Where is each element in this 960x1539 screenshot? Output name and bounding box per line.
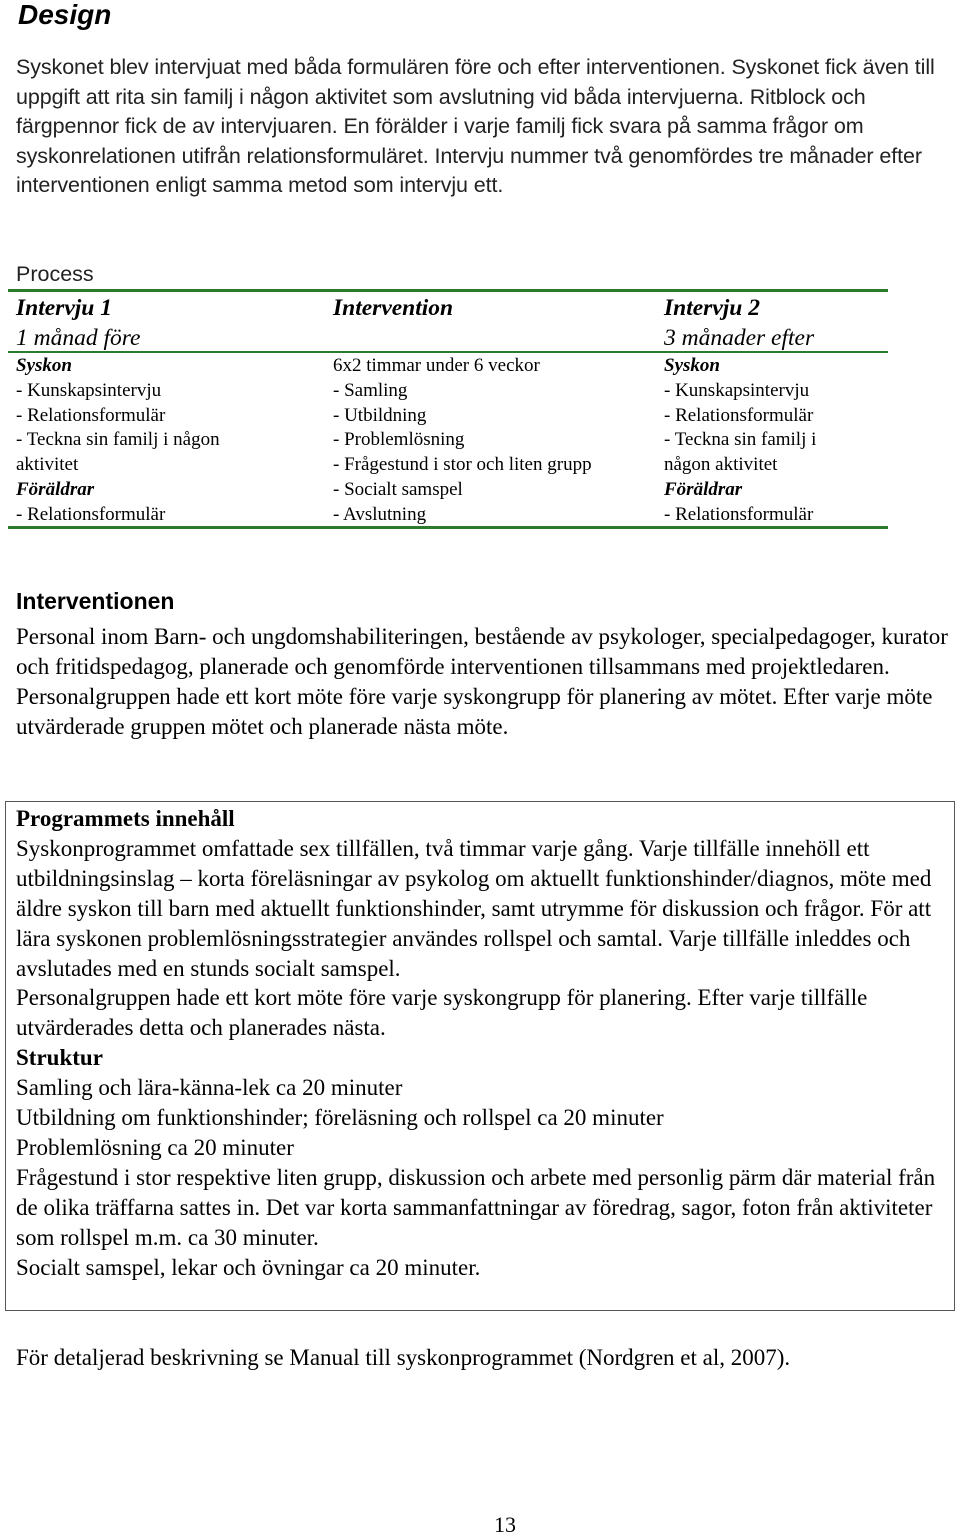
table-line: 6x2 timmar under 6 veckor (333, 355, 540, 376)
process-top-rule (8, 289, 888, 292)
col-intervju1-body (16, 354, 326, 528)
col-intervju2-title: Intervju 2 (664, 295, 760, 321)
col-intervju1-header (16, 293, 140, 353)
table-line: - Kunskapsintervju (664, 379, 810, 401)
structure-line: Problemlösning ca 20 minuter (16, 1134, 294, 1160)
table-line: Föräldrar (16, 478, 95, 500)
table-line: - Relationsformulär (16, 503, 166, 525)
col-intervju2-header (664, 293, 814, 353)
col-intervention-header (333, 293, 453, 323)
table-line: Syskon (16, 355, 72, 376)
table-line: Föräldrar (664, 478, 743, 500)
process-bottom-rule (8, 526, 888, 529)
table-line: - Samling (333, 379, 408, 401)
table-line: aktivitet (16, 454, 79, 476)
structure-title: Struktur (16, 1045, 103, 1071)
col-intervention-body (333, 354, 658, 528)
interventionen-paragraph: Personal inom Barn- och ungdomshabiliteringen, bestående av psykologer, specialpedagoger, kurator och fritidspedagog, planerade och genomförde interventionen tillsammans med projektledaren. Personalgruppen hade ett kort möte före varje syskongrupp för planering av mötet. Efter varje möte utvärderade gruppen mötet och planerade nästa möte. (16, 624, 948, 739)
program-title: Programmets innehåll (16, 806, 235, 831)
table-line: - Relationsformulär (664, 404, 814, 426)
table-line: - Socialt samspel (333, 478, 463, 500)
col-intervju1-subtitle: 1 månad före (16, 325, 141, 351)
program-paragraph-2: Personalgruppen hade ett kort möte före varje syskongrupp för planering. Efter varje tillfälle utvärderades detta och planerades nästa. (16, 985, 868, 1041)
design-heading: Design (18, 0, 112, 30)
program-paragraph-1: Syskonprogrammet omfattade sex tillfällen, två timmar varje gång. Varje tillfälle innehöll ett utbildningsinslag – korta föreläsningar av psykolog om aktuellt funktionshinder/diagnos, möte med äldre syskon till barn med aktuellt funktionshinder, samt utrymme för diskussion och frågor. För att lära syskonen problemlösningsstrategier användes rollspel och samtal. Varje tillfälle inleddes och avslutades med en stunds socialt samspel. (16, 835, 932, 981)
process-label: Process (16, 262, 94, 286)
page-number: 13 (494, 1512, 516, 1537)
table-line: - Relationsformulär (664, 503, 814, 525)
program-content-box (5, 801, 955, 1311)
col-intervju2-subtitle: 3 månader efter (664, 325, 815, 351)
structure-line: Socialt samspel, lekar och övningar ca 20 minuter. (16, 1254, 481, 1280)
table-line: - Teckna sin familj i (664, 429, 817, 451)
footer-note: För detaljerad beskrivning se Manual till syskonprogrammet (Nordgren et al, 2007). (16, 1345, 791, 1370)
table-line: - Teckna sin familj i någon (16, 429, 220, 451)
table-line: - Utbildning (333, 404, 427, 426)
table-line: Syskon (664, 355, 720, 376)
table-line: - Avslutning (333, 503, 427, 525)
table-line: - Kunskapsintervju (16, 379, 162, 401)
col-intervju1-title: Intervju 1 (16, 295, 112, 321)
table-line: - Frågestund i stor och liten grupp (333, 454, 592, 476)
design-paragraph: Syskonet blev intervjuat med båda formulären före och efter interventionen. Syskonet fick även till uppgift att rita sin familj i någon aktivitet som avslutning vid båda intervjuerna. Ritblock och färgpennor fick de av intervjuaren. En förälder i varje familj fick svara på samma frågor om syskonrelationen utifrån relationsformuläret. Intervju nummer två genomfördes tre månader efter interventionen enligt samma metod som intervju ett. (16, 55, 935, 198)
table-line: - Problemlösning (333, 429, 465, 451)
col-intervention-title: Intervention (333, 295, 454, 321)
col-intervju2-body (664, 354, 884, 528)
table-line: - Relationsformulär (16, 404, 166, 426)
table-line: någon aktivitet (664, 454, 778, 476)
interventionen-heading: Interventionen (16, 588, 175, 614)
structure-line: Samling och lära-känna-lek ca 20 minuter (16, 1075, 403, 1101)
structure-line: Frågestund i stor respektive liten grupp, diskussion och arbete med personlig pärm där material från de olika träffarna sattes in. Det var korta sammanfattningar av föredrag, sagor, foton från aktiviteter som rollspel m.m. ca 30 minuter. (16, 1164, 936, 1250)
process-header-rule (8, 351, 888, 353)
structure-line: Utbildning om funktionshinder; föreläsning och rollspel ca 20 minuter (16, 1105, 664, 1131)
